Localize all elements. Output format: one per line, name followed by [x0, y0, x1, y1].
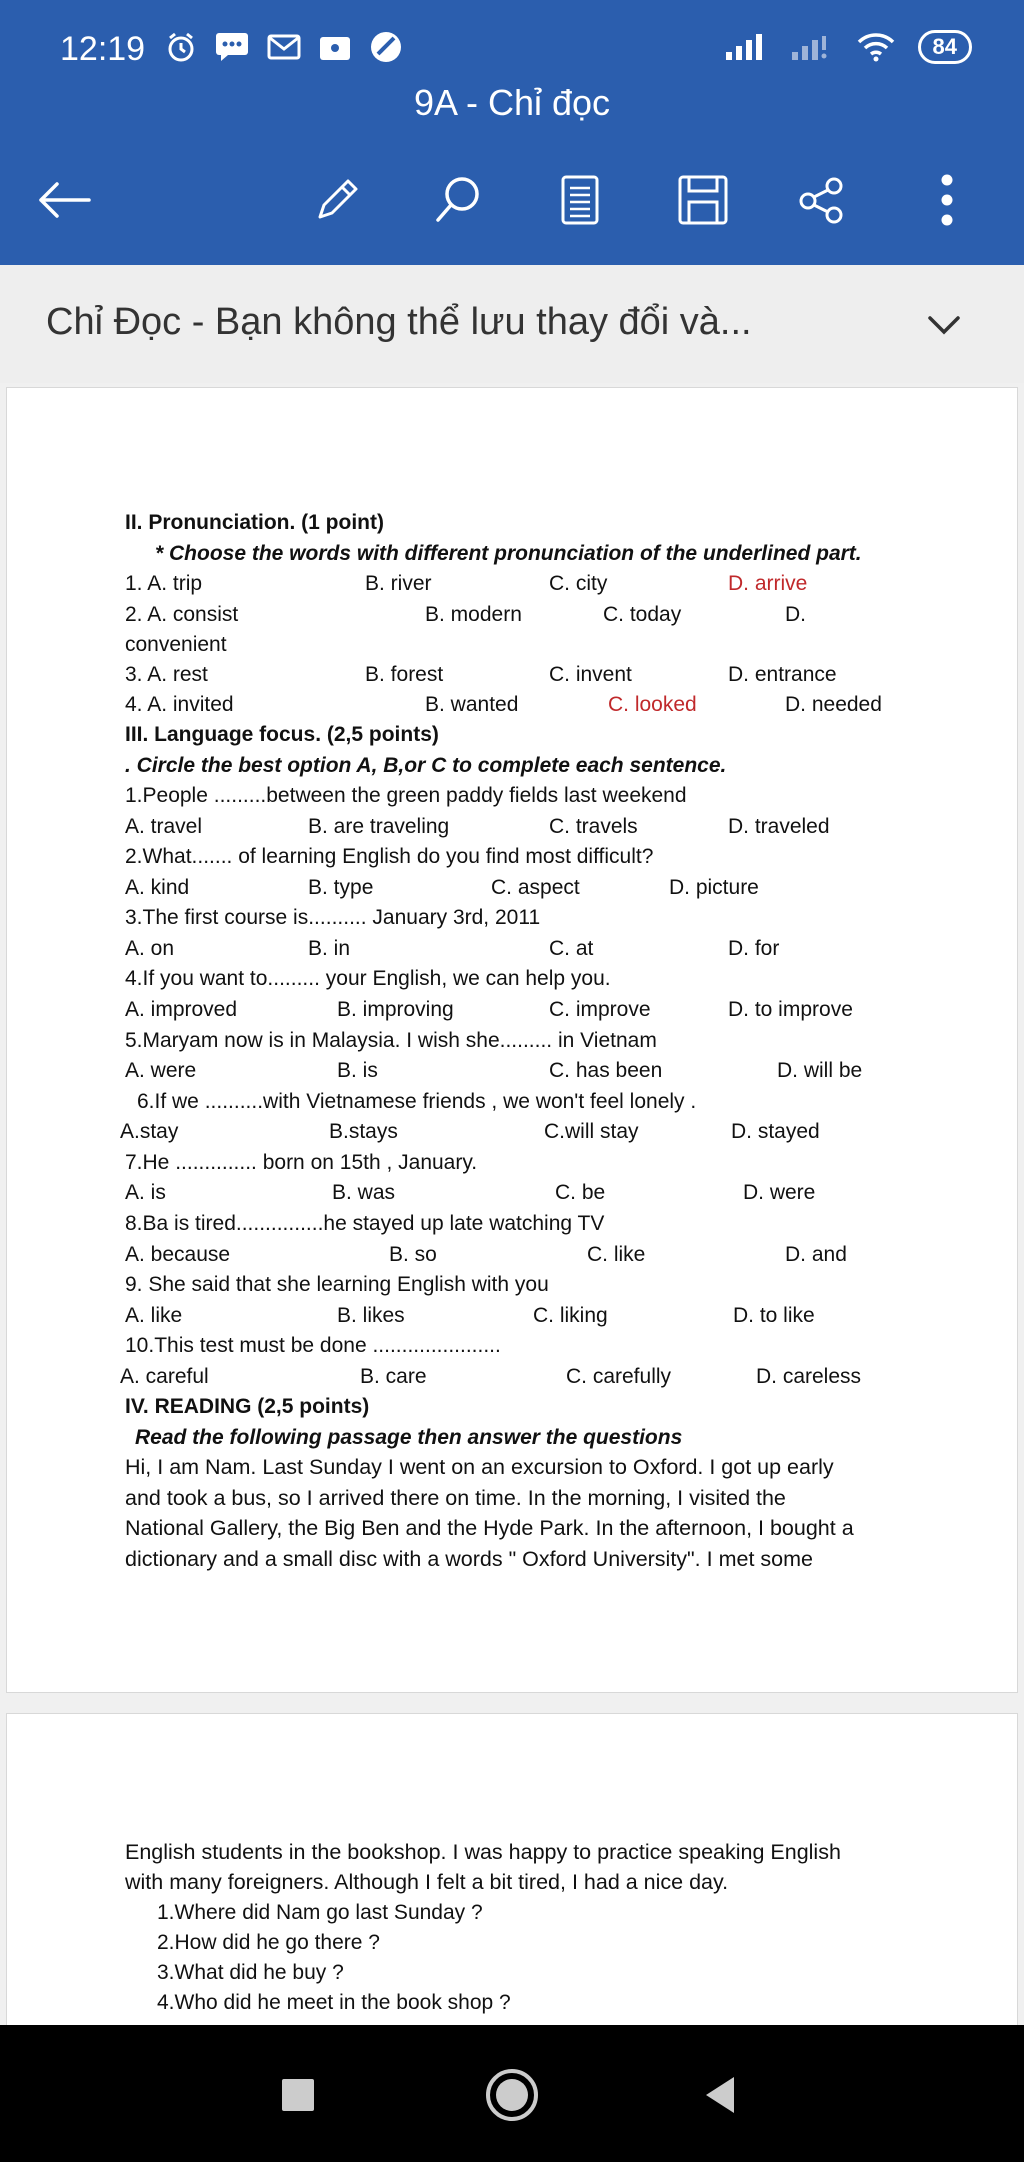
pron-3-c: C. invent: [549, 663, 632, 686]
signal-icon: [724, 32, 768, 62]
home-circle-icon: [484, 2067, 540, 2123]
pron-3-d: D. entrance: [728, 663, 837, 686]
q7-b: B. was: [332, 1181, 396, 1204]
square-icon: [280, 2077, 316, 2113]
reading-question-2: 2.How did he go there ?: [157, 1931, 380, 1954]
app-circle-icon: [369, 30, 403, 64]
system-navigation-bar: [0, 2025, 1024, 2162]
q9-d: D. to like: [733, 1304, 815, 1327]
q10-a: A. careful: [120, 1365, 209, 1388]
share-icon: [796, 174, 848, 226]
q1-b: B. are traveling: [308, 815, 450, 838]
toolbar: [0, 165, 1024, 235]
banner-text: Chỉ Đọc - Bạn không thể lưu thay đổi và...: [46, 301, 752, 343]
reading-question-3: 3.What did he buy ?: [157, 1961, 344, 1984]
q3-a: A. on: [125, 937, 175, 960]
read-only-banner[interactable]: [0, 265, 1024, 383]
section-reading-instruction: Read the following passage then answer the questions: [135, 1426, 683, 1449]
question-2: 2.What....... of learning English do you find most difficult?: [125, 845, 654, 868]
edit-button[interactable]: [302, 165, 372, 235]
q7-c: C. be: [555, 1181, 606, 1204]
q7-d: D. were: [743, 1181, 816, 1204]
q9-b: B. likes: [337, 1304, 405, 1327]
home-button[interactable]: [482, 2065, 542, 2125]
chevron-down-icon[interactable]: [924, 305, 964, 345]
pron-3-b: B. forest: [365, 663, 444, 686]
recents-button[interactable]: [268, 2065, 328, 2125]
question-9: 9. She said that she learning English with you: [125, 1273, 549, 1296]
app-bar: [0, 0, 1024, 265]
question-8: 8.Ba is tired...............he stayed up late watching TV: [125, 1212, 605, 1235]
save-button[interactable]: [668, 165, 738, 235]
q4-d: D. to improve: [728, 998, 853, 1021]
q5-c: C. has been: [549, 1059, 663, 1082]
pron-3-a: 3. A. rest: [125, 663, 208, 686]
pron-2-b: B. modern: [425, 603, 522, 626]
passage-line-4: dictionary and a small disc with a words " Oxford University". I met some: [125, 1547, 813, 1571]
save-icon: [677, 174, 729, 226]
pron-1-b: B. river: [365, 572, 432, 595]
q6-d: D. stayed: [731, 1120, 820, 1143]
section-pronunciation-title: II. Pronunciation. (1 point): [125, 511, 384, 534]
notification-icons: [165, 30, 403, 64]
status-time: 12:19: [60, 30, 146, 68]
section-language-title: III. Language focus. (2,5 points): [125, 723, 439, 746]
gmail-icon: [267, 34, 301, 60]
q6-c: C.will stay: [544, 1120, 639, 1143]
question-3: 3.The first course is.......... January 3rd, 2011: [125, 906, 541, 929]
pron-1-d: D. arrive: [728, 572, 808, 595]
q8-b: B. so: [389, 1243, 437, 1266]
q6-b: B.stays: [329, 1120, 398, 1143]
search-icon: [432, 174, 484, 226]
reading-question-1: 1.Where did Nam go last Sunday ?: [157, 1901, 483, 1924]
pron-2-c: C. today: [603, 603, 682, 626]
app-notification-icon: [319, 33, 351, 61]
q5-b: B. is: [337, 1059, 378, 1082]
q2-b: B. type: [308, 876, 374, 899]
q9-c: C. liking: [533, 1304, 608, 1327]
signal-2-icon: [790, 32, 834, 62]
battery-indicator: 84: [918, 30, 972, 64]
question-10: 10.This test must be done ......................: [125, 1334, 501, 1357]
q8-d: D. and: [785, 1243, 847, 1266]
document-page-1: [6, 387, 1018, 1693]
document-title: 9A - Chỉ đọc: [413, 82, 611, 123]
passage-line-2: and took a bus, so I arrived there on time. In the morning, I visited the: [125, 1486, 786, 1510]
question-5: 5.Maryam now is in Malaysia. I wish she......... in Vietnam: [125, 1029, 657, 1052]
passage-line-5: English students in the bookshop. I was happy to practice speaking English: [125, 1840, 841, 1864]
q1-c: C. travels: [549, 815, 638, 838]
section-reading-title: IV. READING (2,5 points): [125, 1395, 370, 1418]
document-area[interactable]: [0, 383, 1024, 2025]
status-right: [724, 30, 972, 64]
question-7: 7.He .............. born on 15th , January.: [125, 1151, 478, 1174]
q2-d: D. picture: [669, 876, 759, 899]
status-bar: [0, 0, 1024, 95]
q1-d: D. traveled: [728, 815, 830, 838]
section-language-instruction: . Circle the best option A, B,or C to complete each sentence.: [125, 754, 727, 777]
passage-line-6: with many foreigners. Although I felt a bit tired, I had a nice day.: [125, 1870, 729, 1894]
back-triangle-icon: [702, 2075, 738, 2115]
q10-d: D. careless: [756, 1365, 862, 1388]
reading-question-4: 4.Who did he meet in the book shop ?: [157, 1991, 511, 2014]
back-arrow-icon: [37, 180, 93, 220]
back-button[interactable]: [30, 165, 100, 235]
pron-4-b: B. wanted: [425, 693, 519, 716]
alarm-icon: [165, 31, 197, 63]
share-button[interactable]: [787, 165, 857, 235]
pron-4-a: 4. A. invited: [125, 693, 234, 716]
pron-2-a: 2. A. consist: [125, 603, 239, 626]
document-page-2: [6, 1713, 1018, 2043]
q1-a: A. travel: [125, 815, 203, 838]
q3-b: B. in: [308, 937, 351, 960]
q8-c: C. like: [587, 1243, 646, 1266]
q4-b: B. improving: [337, 998, 454, 1021]
passage-line-1: Hi, I am Nam. Last Sunday I went on an excursion to Oxford. I got up early: [125, 1455, 834, 1479]
q8-a: A. because: [125, 1243, 231, 1266]
q10-b: B. care: [360, 1365, 427, 1388]
more-options-button[interactable]: [912, 165, 982, 235]
pron-1-c: C. city: [549, 572, 608, 595]
q9-a: A. like: [125, 1304, 183, 1327]
q2-a: A. kind: [125, 876, 190, 899]
pron-2-d: D.: [785, 603, 806, 626]
q3-c: C. at: [549, 937, 594, 960]
search-button[interactable]: [423, 165, 493, 235]
pron-2-d-word: convenient: [125, 633, 227, 656]
passage-line-3: National Gallery, the Big Ben and the Hyde Park. In the afternoon, I bought a: [125, 1516, 854, 1540]
pron-1-a: 1. A. trip: [125, 572, 203, 595]
q6-a: A.stay: [120, 1120, 179, 1143]
q4-a: A. improved: [125, 998, 238, 1021]
q10-c: C. carefully: [566, 1365, 672, 1388]
message-icon: [215, 32, 249, 62]
pron-4-d: D. needed: [785, 693, 882, 716]
pencil-icon: [312, 175, 362, 225]
q5-a: A. were: [125, 1059, 197, 1082]
question-4: 4.If you want to......... your English, we can help you.: [125, 967, 611, 990]
reading-view-button[interactable]: [545, 165, 615, 235]
q5-d: D. will be: [777, 1059, 863, 1082]
reading-view-icon: [560, 174, 600, 226]
q2-c: C. aspect: [491, 876, 580, 899]
question-1: 1.People .........between the green paddy fields last weekend: [125, 784, 687, 807]
wifi-icon: [856, 32, 896, 62]
q7-a: A. is: [125, 1181, 166, 1204]
question-6: 6.If we ..........with Vietnamese friends , we won't feel lonely .: [137, 1090, 697, 1113]
section-pronunciation-instruction: * Choose the words with different pronunciation of the underlined part.: [155, 542, 862, 565]
q4-c: C. improve: [549, 998, 651, 1021]
back-nav-button[interactable]: [690, 2065, 750, 2125]
q3-d: D. for: [728, 937, 780, 960]
pron-4-c: C. looked: [608, 693, 697, 716]
more-icon: [937, 172, 957, 228]
